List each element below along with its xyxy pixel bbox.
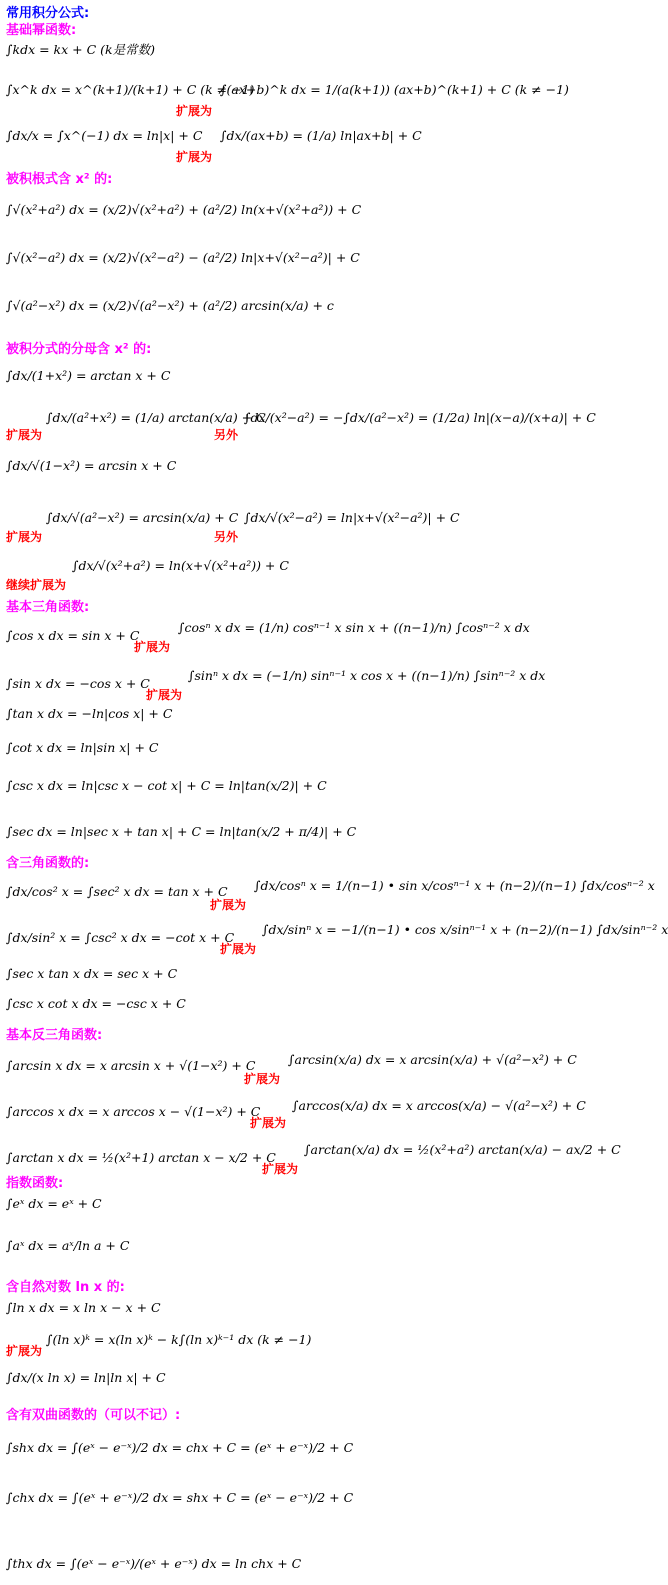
formula-t1-expanded: ∫cosⁿ x dx = (1/n) cosⁿ⁻¹ x sin x + ((n−1)/n) ∫cosⁿ⁻² x dx (178, 620, 530, 635)
tag-further-d3: 继续扩展为 (6, 578, 67, 592)
tag-expand-t1: 扩展为 (134, 640, 171, 654)
section-hyper: 含有双曲函数的（可以不记）: (6, 1408, 181, 1423)
formula-d2: ∫dx/√(1−x²) = arcsin x + C (6, 458, 177, 473)
tag-expand-p2: 扩展为 (176, 104, 213, 118)
section-denom-x2: 被积分式的分母含 x² 的: (6, 342, 152, 357)
formula-e1: ∫eˣ dx = eˣ + C (6, 1196, 102, 1211)
formula-s3: ∫sec x tan x dx = sec x + C (6, 966, 178, 981)
formula-p1: ∫kdx = kx + C (k是常数) (6, 42, 155, 57)
tag-expand-p3: 扩展为 (176, 150, 213, 164)
section-basic-trig: 基本三角函数: (6, 600, 90, 615)
formula-l1-expanded: ∫(ln x)ᵏ = x(ln x)ᵏ − k∫(ln x)ᵏ⁻¹ dx (k ≠ −1) (46, 1332, 312, 1347)
formula-i2: ∫arccos x dx = x arccos x − √(1−x²) + C (6, 1104, 261, 1119)
formula-h3: ∫thx dx = ∫(eˣ − e⁻ˣ)/(eˣ + e⁻ˣ) dx = ln chx + C (6, 1556, 302, 1571)
formula-t3: ∫tan x dx = −ln|cos x| + C (6, 706, 173, 721)
tag-expand-s2: 扩展为 (220, 942, 257, 956)
formula-p2-expanded: ∫(ax+b)^k dx = 1/(a(k+1)) (ax+b)^(k+1) + C (k ≠ −1) (220, 82, 569, 97)
section-inv-trig: 基本反三角函数: (6, 1028, 103, 1043)
formula-d1-also: ∫dx/(x²−a²) = −∫dx/(a²−x²) = (1/2a) ln|(x−a)/(x+a)| + C (244, 410, 596, 425)
formula-p2: ∫x^k dx = x^(k+1)/(k+1) + C (k ≠ −1) (6, 82, 255, 97)
formula-s2: ∫dx/sin² x = ∫csc² x dx = −cot x + C (6, 930, 235, 945)
formula-s1: ∫dx/cos² x = ∫sec² x dx = tan x + C (6, 884, 228, 899)
formula-h1: ∫shx dx = ∫(eˣ − e⁻ˣ)/2 dx = chx + C = (eˣ + e⁻ˣ)/2 + C (6, 1440, 354, 1455)
formula-d1: ∫dx/(1+x²) = arctan x + C (6, 368, 171, 383)
formula-l2: ∫dx/(x ln x) = ln|ln x| + C (6, 1370, 166, 1385)
formula-s4: ∫csc x cot x dx = −csc x + C (6, 996, 186, 1011)
formula-d2-also: ∫dx/√(x²−a²) = ln|x+√(x²−a²)| + C (244, 510, 460, 525)
formula-i2-expanded: ∫arccos(x/a) dx = x arccos(x/a) − √(a²−x²) + C (292, 1098, 586, 1113)
formula-d1-expanded: ∫dx/(a²+x²) = (1/a) arctan(x/a) + C (46, 410, 266, 425)
tag-expand-i1: 扩展为 (244, 1072, 281, 1086)
formula-r3: ∫√(a²−x²) dx = (x/2)√(a²−x²) + (a²/2) arcsin(x/a) + c (6, 298, 334, 313)
tag-expand-s1: 扩展为 (210, 898, 247, 912)
formula-p3-expanded: ∫dx/(ax+b) = (1/a) ln|ax+b| + C (220, 128, 422, 143)
tag-expand-i2: 扩展为 (250, 1116, 287, 1130)
formula-d2-expanded: ∫dx/√(a²−x²) = arcsin(x/a) + C (46, 510, 239, 525)
formula-h2: ∫chx dx = ∫(eˣ + e⁻ˣ)/2 dx = shx + C = (eˣ − e⁻ˣ)/2 + C (6, 1490, 354, 1505)
formula-t5: ∫csc x dx = ln|csc x − cot x| + C = ln|tan(x/2)| + C (6, 778, 327, 793)
formula-e2: ∫aˣ dx = aˣ/ln a + C (6, 1238, 130, 1253)
formula-t1: ∫cos x dx = sin x + C (6, 628, 140, 643)
section-exp: 指数函数: (6, 1176, 64, 1191)
tag-expand-l1: 扩展为 (6, 1344, 43, 1358)
formula-s1-expanded: ∫dx/cosⁿ x = 1/(n−1) • sin x/cosⁿ⁻¹ x + (n−2)/(n−1) ∫dx/cosⁿ⁻² x (254, 878, 655, 893)
section-log: 含自然对数 ln x 的: (6, 1280, 125, 1295)
formula-s2-expanded: ∫dx/sinⁿ x = −1/(n−1) • cos x/sinⁿ⁻¹ x + (n−2)/(n−1) ∫dx/sinⁿ⁻² x (262, 922, 668, 937)
tag-expand-i3: 扩展为 (262, 1162, 299, 1176)
tag-expand-d1: 扩展为 (6, 428, 43, 442)
tag-expand-d2: 扩展为 (6, 530, 43, 544)
tag-also-d2: 另外 (214, 530, 239, 544)
section-power: 基础幂函数: (6, 23, 77, 38)
formula-t2: ∫sin x dx = −cos x + C (6, 676, 150, 691)
formula-t6: ∫sec dx = ln|sec x + tan x| + C = ln|tan(x/2 + π/4)| + C (6, 824, 357, 839)
formula-i3: ∫arctan x dx = ½(x²+1) arctan x − x/2 + C (6, 1150, 276, 1165)
formula-d3: ∫dx/√(x²+a²) = ln(x+√(x²+a²)) + C (72, 558, 289, 573)
section-trig: 含三角函数的: (6, 856, 90, 871)
tag-expand-t2: 扩展为 (146, 688, 183, 702)
section-root-x2: 被积根式含 x² 的: (6, 172, 113, 187)
formula-i1: ∫arcsin x dx = x arcsin x + √(1−x²) + C (6, 1058, 256, 1073)
formula-i1-expanded: ∫arcsin(x/a) dx = x arcsin(x/a) + √(a²−x²) + C (288, 1052, 577, 1067)
page-title: 常用积分公式: (6, 6, 90, 21)
formula-p3: ∫dx/x = ∫x^(−1) dx = ln|x| + C (6, 128, 203, 143)
formula-i3-expanded: ∫arctan(x/a) dx = ½(x²+a²) arctan(x/a) − ax/2 + C (304, 1142, 621, 1157)
formula-r2: ∫√(x²−a²) dx = (x/2)√(x²−a²) − (a²/2) ln|x+√(x²−a²)| + C (6, 250, 360, 265)
formula-r1: ∫√(x²+a²) dx = (x/2)√(x²+a²) + (a²/2) ln(x+√(x²+a²)) + C (6, 202, 362, 217)
formula-l1: ∫ln x dx = x ln x − x + C (6, 1300, 161, 1315)
formula-t4: ∫cot x dx = ln|sin x| + C (6, 740, 159, 755)
tag-also-d1: 另外 (214, 428, 239, 442)
formula-t2-expanded: ∫sinⁿ x dx = (−1/n) sinⁿ⁻¹ x cos x + ((n−1)/n) ∫sinⁿ⁻² x dx (188, 668, 546, 683)
